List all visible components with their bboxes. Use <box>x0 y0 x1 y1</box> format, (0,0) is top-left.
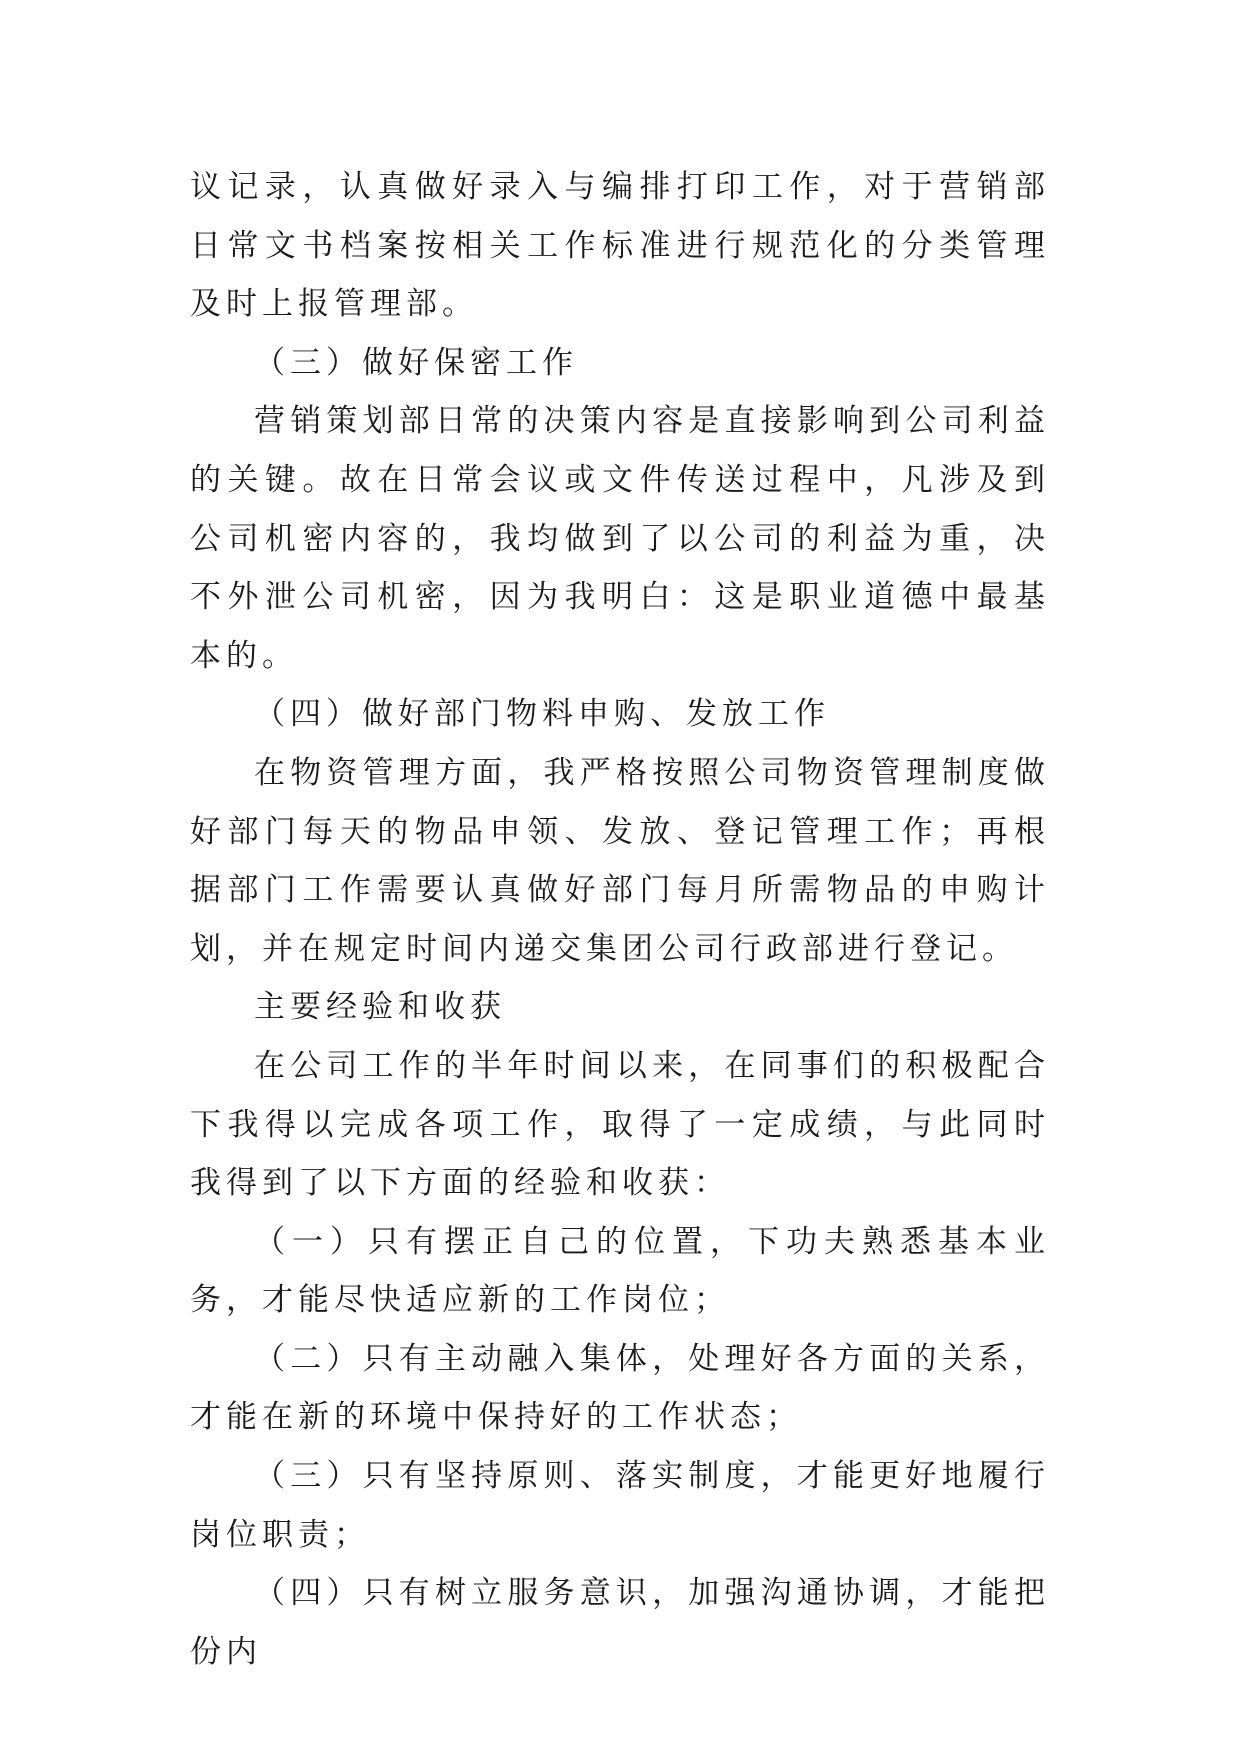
paragraph-confidentiality: 营销策划部日常的决策内容是直接影响到公司利益的关键。故在日常会议或文件传送过程中，凡涉及到公司机密内容的，我均做到了以公司的利益为重，决不外泄公司机密，因为我明白：这是职业道德中最基本的。 <box>190 403 1050 674</box>
heading-confidentiality: （三）做好保密工作 <box>254 344 578 381</box>
paragraph-experience-1: （一）只有摆正自己的位置，下功夫熟悉基本业务，才能尽快适应新的工作岗位； <box>190 1223 1050 1319</box>
paragraph-materials: 在物资管理方面，我严格按照公司物资管理制度做好部门每天的物品申领、发放、登记管理工作；再根据部门工作需要认真做好部门每月所需物品的申购计划，并在规定时间内递交集团公司行政部进行登记。 <box>190 754 1050 967</box>
paragraph-experience-2: （二）只有主动融入集体，处理好各方面的关系，才能在新的环境中保持好的工作状态； <box>190 1340 1050 1436</box>
heading-materials: （四）做好部门物料申购、发放工作 <box>254 696 830 733</box>
paragraph-records: 议记录，认真做好录入与编排打印工作，对于营销部日常文书档案按相关工作标准进行规范化的分类管理及时上报管理部。 <box>190 169 1050 323</box>
paragraph-experience-intro: 在公司工作的半年时间以来，在同事们的积极配合下我得以完成各项工作，取得了一定成绩，与此同时我得到了以下方面的经验和收获： <box>190 1047 1050 1202</box>
paragraph-experience-3: （三）只有坚持原则、落实制度，才能更好地履行岗位职责； <box>190 1458 1050 1553</box>
heading-experience: 主要经验和收获 <box>254 989 506 1026</box>
paragraph-experience-4: （四）只有树立服务意识，加强沟通协调，才能把份内 <box>190 1575 1050 1670</box>
document-body <box>190 158 1050 1681</box>
